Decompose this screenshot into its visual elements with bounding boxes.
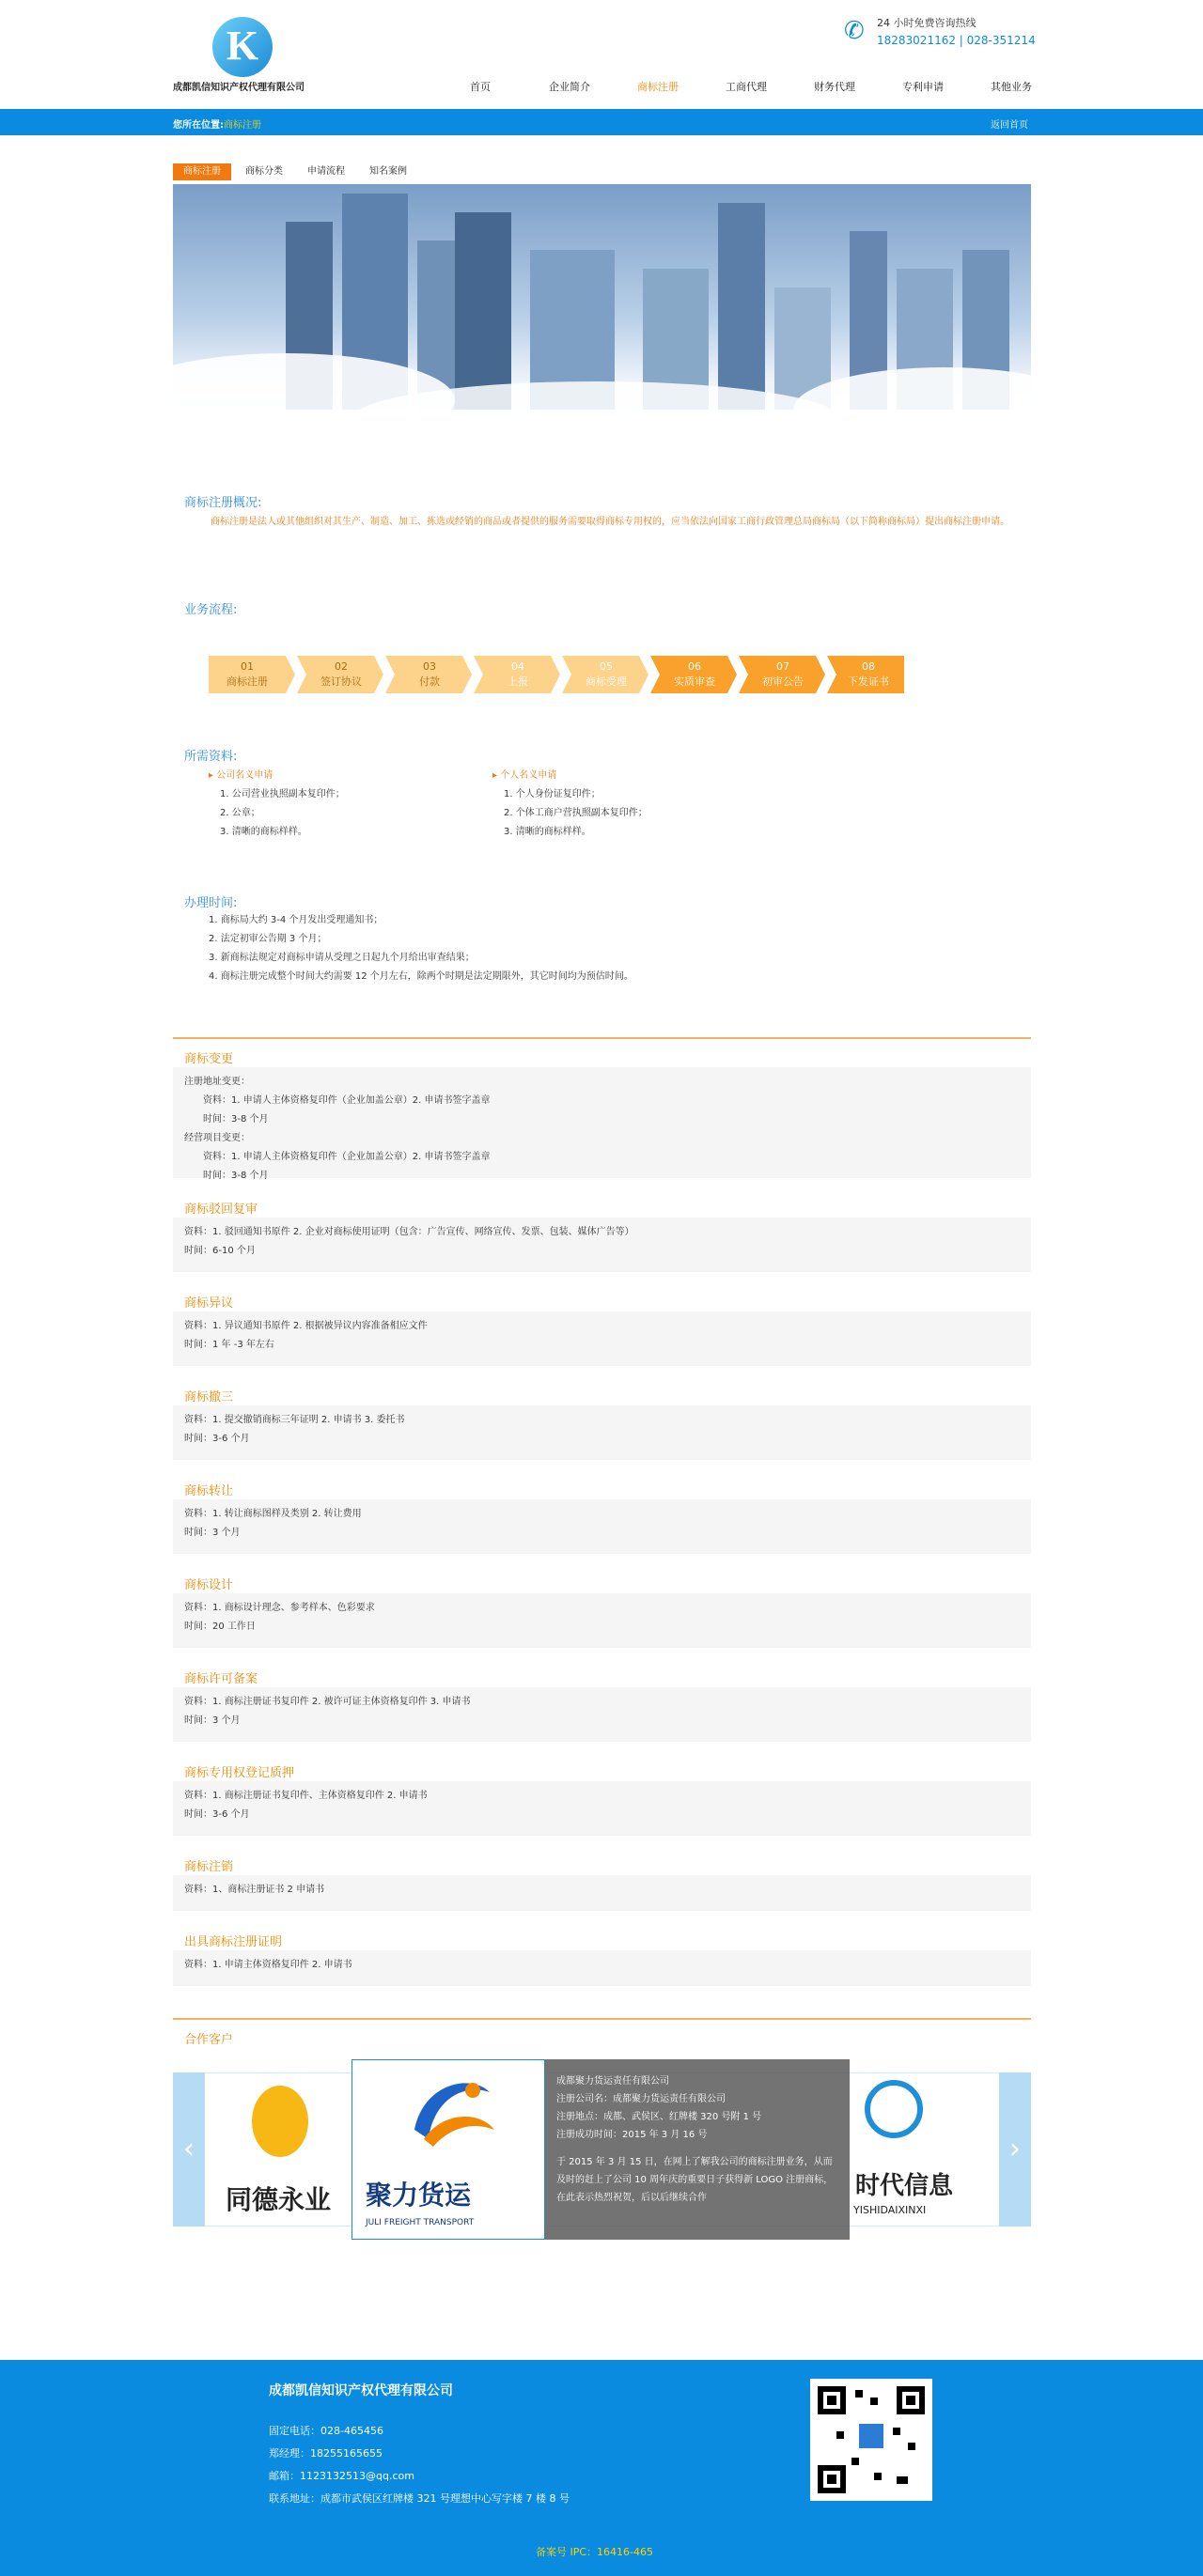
nav-about[interactable]: 企业简介 — [549, 81, 590, 93]
service-line: 资料：1. 商标注册证书复印件 2. 被许可证主体资格复印件 3. 申请书 — [184, 1697, 471, 1707]
service-line: 资料：1. 提交撤销商标三年证明 2. 申请书 3. 委托书 — [184, 1415, 405, 1425]
service-line: 经营项目变更： — [184, 1133, 250, 1143]
hotline-label: 24 小时免费咨询热线 — [877, 17, 976, 29]
shidai-logo-icon — [865, 2080, 923, 2138]
clients-title: 合作客户 — [184, 2033, 234, 2047]
client-logo-shidai[interactable]: 时代信息 — [855, 2172, 954, 2200]
footer-line: 郑经理：18255165655 — [269, 2447, 383, 2460]
step-label: 上报 — [508, 675, 528, 688]
footer-line: 固定电话：028-465456 — [269, 2425, 383, 2437]
service-line: 资料：1、商标注册证书 2 申请书 — [184, 1885, 325, 1895]
step-num: 07 — [776, 660, 789, 673]
materials-company-heading: ▸ 公司名义申请 — [209, 770, 273, 781]
footer-line: 联系地址：成都市武侯区红牌楼 321 号理想中心写字楼 7 楼 8 号 — [269, 2492, 570, 2505]
next-arrow-icon[interactable]: › — [999, 2072, 1031, 2227]
prev-arrow-icon[interactable]: ‹ — [173, 2072, 205, 2227]
timing-item: 2. 法定初审公告期 3 个月； — [209, 934, 327, 944]
tab-trademark-registration[interactable]: 商标注册 — [173, 163, 231, 180]
service-title: 出具商标注册证明 — [184, 1935, 283, 1949]
tab-trademark-category[interactable]: 商标分类 — [245, 166, 283, 177]
step-label: 实质审查 — [674, 675, 715, 688]
step-label: 初审公告 — [762, 675, 804, 688]
qr-code-icon — [810, 2379, 932, 2501]
client-info-line: 注册成功时间：2015 年 3 月 16 号 — [556, 2130, 708, 2140]
client-info-overlay — [545, 2059, 850, 2240]
service-line: 资料：1. 申请人主体资格复印件（企业加盖公章）2. 申请书签字盖章 — [184, 1152, 491, 1162]
service-block — [173, 1781, 1031, 1836]
client-info-line: 于 2015 年 3 月 15 日，在网上了解我公司的商标注册业务，从而及时的赶上了公司 10 周年庆的重要日子获得新 LOGO 注册商标，在此表示热烈祝贺，后以后继续合作 — [556, 2157, 834, 2203]
service-block — [173, 1067, 1031, 1181]
materials-personal — [492, 767, 648, 842]
service-line: 时间：3-6 个月 — [184, 1434, 250, 1444]
client-logo-juli-en: JULI FREIGHT TRANSPORT — [366, 2218, 475, 2227]
service-line: 资料：1. 申请人主体资格复印件（企业加盖公章）2. 申请书签字盖章 — [184, 1095, 491, 1106]
nav-finance-agency[interactable]: 财务代理 — [814, 81, 855, 93]
step-num: 08 — [862, 660, 875, 673]
city-skyline-illustration — [173, 184, 1031, 430]
process-step-6 — [656, 656, 733, 693]
service-block — [173, 1499, 1031, 1554]
service-line: 资料：1. 申请主体资格复印件 2. 申请书 — [184, 1960, 352, 1970]
overview-title: 商标注册概况: — [184, 496, 262, 510]
materials-item: 3. 清晰的商标样样。 — [504, 827, 591, 837]
process-step-1 — [209, 656, 286, 693]
service-line: 资料：1. 商标设计理念、参考样本、色彩要求 — [184, 1603, 375, 1613]
section-divider — [173, 2018, 1031, 2020]
service-line: 时间：1 年 -3 年左右 — [184, 1340, 274, 1350]
materials-personal-heading: ▸ 个人名义申请 — [492, 770, 557, 781]
client-card-juli[interactable] — [352, 2059, 545, 2240]
client-logo-juli: 聚力货运 — [366, 2180, 472, 2211]
service-line: 资料：1. 驳回通知书原件 2. 企业对商标使用证明（包含：广告宣传、网络宣传、发票、包装、媒体广告等） — [184, 1227, 634, 1237]
client-info-line: 注册公司名：成都聚力货运责任有限公司 — [556, 2094, 726, 2104]
materials-item: 3. 清晰的商标样样。 — [220, 827, 307, 837]
tongde-logo-icon — [252, 2086, 308, 2157]
service-line: 时间：20 工作日 — [184, 1622, 256, 1632]
tab-application-process[interactable]: 申请流程 — [307, 166, 345, 177]
footer-line[interactable]: 邮箱：1123132513@qq.com — [269, 2470, 414, 2482]
service-line: 注册地址变更： — [184, 1077, 250, 1087]
service-line: 资料：1. 异议通知书原件 2. 根据被异议内容准备相应文件 — [184, 1321, 428, 1331]
timing-item: 4. 商标注册完成整个时间大约需要 12 个月左右，除两个时期是法定期限外，其它时间均为预估时间。 — [209, 971, 633, 982]
service-block — [173, 1311, 1031, 1366]
nav-trademark[interactable]: 商标注册 — [637, 81, 679, 93]
client-info-line: 成都聚力货运责任有限公司 — [556, 2076, 669, 2087]
client-logo-shidai-en: YISHIDAIXINXI — [853, 2204, 927, 2216]
step-label: 商标注册 — [227, 675, 268, 688]
timing-list — [209, 911, 633, 986]
process-step-7 — [744, 656, 821, 693]
service-line: 资料：1. 商标注册证书复印件、主体资格复印件 2. 申请书 — [184, 1791, 428, 1801]
service-title: 商标专用权登记质押 — [184, 1766, 295, 1780]
process-step-4 — [479, 656, 556, 693]
service-block — [173, 1875, 1031, 1911]
company-name: 成都凯信知识产权代理有限公司 — [173, 83, 305, 93]
juli-logo-icon — [405, 2073, 499, 2149]
footer-icp: 备案号 IPC：16416-465 — [536, 2546, 654, 2558]
step-num: 03 — [423, 660, 436, 673]
hotline-numbers: 18283021162 | 028-351214 — [877, 34, 1036, 47]
breadcrumb-bar — [0, 109, 1203, 135]
service-line: 时间：3-8 个月 — [184, 1114, 269, 1125]
materials-title: 所需资料: — [184, 750, 238, 764]
service-line: 资料：1. 转让商标图样及类别 2. 转让费用 — [184, 1509, 362, 1519]
service-title: 商标变更 — [184, 1052, 234, 1066]
process-step-5 — [568, 656, 645, 693]
service-line: 时间：3-6 个月 — [184, 1809, 250, 1820]
breadcrumb-current[interactable]: 商标注册 — [224, 120, 261, 131]
process-step-8 — [833, 656, 904, 693]
service-block — [173, 1405, 1031, 1460]
qr-code-pattern — [818, 2386, 925, 2493]
breadcrumb — [173, 116, 261, 131]
service-title: 商标注销 — [184, 1860, 234, 1874]
service-block — [173, 1593, 1031, 1648]
step-num: 04 — [511, 660, 524, 673]
materials-item: 1. 公司营业执照副本复印件； — [220, 789, 345, 799]
step-label: 付款 — [419, 675, 440, 688]
service-block — [173, 1950, 1031, 1986]
materials-item: 2. 个体工商户营执照副本复印件； — [504, 808, 648, 818]
process-title: 业务流程: — [184, 603, 238, 617]
footer-company: 成都凯信知识产权代理有限公司 — [269, 2383, 453, 2398]
tab-famous-cases[interactable]: 知名案例 — [369, 166, 407, 177]
service-title: 商标转让 — [184, 1484, 234, 1498]
overview-text: 商标注册是法人或其他组织对其生产、制造、加工、拣选或经销的商品或者提供的服务需要取得商标专用权的，应当依法向国家工商行政管理总局商标局（以下简称商标局）提出商标注册申请。 — [211, 517, 1009, 527]
step-label: 商标受理 — [586, 675, 627, 688]
materials-item: 1. 个人身份证复印件； — [504, 789, 601, 799]
client-logo-tongde[interactable]: 同德永业 — [226, 2184, 332, 2215]
banner-image — [173, 184, 1031, 430]
step-num: 05 — [600, 660, 613, 673]
step-num: 01 — [241, 660, 254, 673]
process-step-3 — [391, 656, 468, 693]
section-divider — [173, 1037, 1031, 1039]
step-label: 下发证书 — [848, 675, 889, 688]
footer-contact — [269, 2420, 570, 2510]
service-title: 商标撤三 — [184, 1390, 234, 1404]
timing-item: 1. 商标局大约 3-4 个月发出受理通知书； — [209, 915, 383, 925]
materials-item: 2. 公章； — [220, 808, 260, 818]
client-info-line: 注册地点：成都、武侯区、红牌楼 320 号附 1 号 — [556, 2112, 762, 2122]
timing-item: 3. 新商标法规定对商标申请从受理之日起九个月给出审查结果； — [209, 953, 475, 963]
service-title: 商标异议 — [184, 1296, 234, 1311]
service-title: 商标设计 — [184, 1578, 234, 1592]
breadcrumb-prefix: 您所在位置: — [173, 120, 224, 131]
process-step-2 — [303, 656, 380, 693]
service-line: 时间：3 个月 — [184, 1528, 241, 1538]
nav-patent[interactable]: 专利申请 — [902, 81, 944, 93]
service-block — [173, 1218, 1031, 1272]
step-label: 签订协议 — [320, 675, 362, 688]
nav-business-agency[interactable]: 工商代理 — [726, 81, 767, 93]
logo-icon[interactable]: K — [212, 17, 273, 77]
nav-home[interactable]: 首页 — [470, 81, 491, 93]
service-block — [173, 1687, 1031, 1742]
service-title: 商标驳回复审 — [184, 1203, 258, 1217]
service-line: 时间：3 个月 — [184, 1715, 241, 1726]
phone-icon: ✆ — [844, 17, 865, 45]
materials-company — [209, 767, 345, 842]
service-title: 商标许可备案 — [184, 1672, 258, 1686]
nav-other[interactable]: 其他业务 — [991, 81, 1032, 93]
back-home-link[interactable]: 返回首页 — [991, 120, 1028, 131]
service-line: 时间：3-8 个月 — [184, 1171, 269, 1181]
service-line: 时间：6-10 个月 — [184, 1246, 256, 1256]
footer — [0, 2360, 1203, 2576]
step-num: 06 — [688, 660, 701, 673]
step-num: 02 — [335, 660, 348, 673]
timing-title: 办理时间: — [184, 896, 238, 910]
